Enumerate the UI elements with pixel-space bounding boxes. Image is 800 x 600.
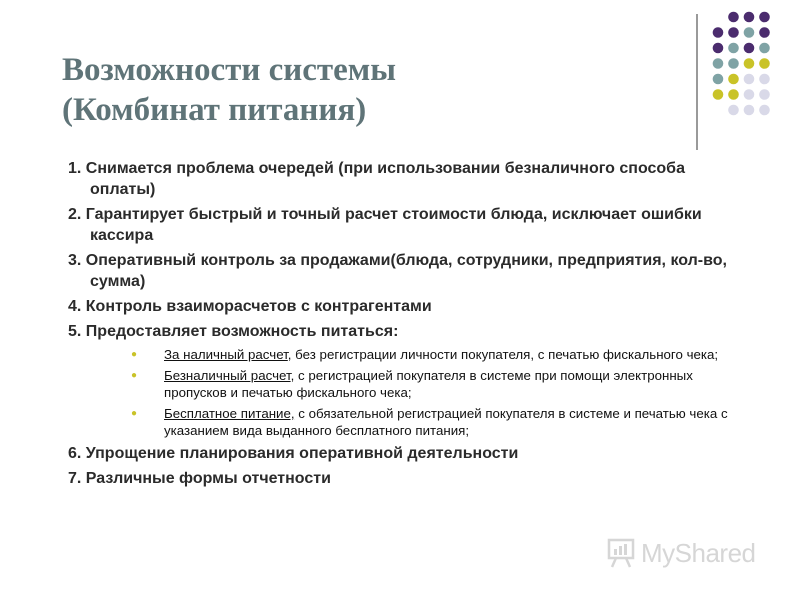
- decorative-dot: [728, 74, 739, 85]
- watermark-text: MyShared: [641, 537, 756, 568]
- watermark-logo: [607, 537, 756, 569]
- decorative-dot: [744, 58, 755, 69]
- bullet-icon: ●: [131, 349, 138, 360]
- decorative-dot: [728, 89, 739, 100]
- decorative-dot: [744, 12, 755, 23]
- point-1: 1. Снимается проблема очередей (при использовании безналичного способа оплаты): [68, 160, 685, 198]
- decorative-dot: [713, 58, 724, 69]
- payment-options-list: [68, 346, 728, 439]
- decorative-dot: [759, 74, 770, 85]
- decorative-dot: [713, 27, 724, 38]
- point-3: 3. Оперативный контроль за продажами(блюда, сотрудники, предприятия, кол-во, сумма): [68, 252, 727, 290]
- decorative-dot: [744, 89, 755, 100]
- decorative-dot: [744, 105, 755, 116]
- decorative-dot: [728, 105, 739, 116]
- sub-point-text: , без регистрации личности покупателя, с печатью фискального чека;: [287, 347, 719, 362]
- point-7: 7. Различные формы отчетности: [68, 470, 331, 487]
- bullet-icon: ●: [131, 408, 138, 419]
- decorative-dot: [759, 27, 770, 38]
- decorative-dot: [728, 27, 739, 38]
- sub-point-term: За наличный расчет: [164, 347, 288, 362]
- decorative-dot: [744, 43, 755, 54]
- sub-point-term: Безналичный расчет: [164, 368, 291, 383]
- point-5: 5. Предоставляет возможность питаться:: [68, 323, 399, 340]
- decorative-dot: [759, 58, 770, 69]
- list-item: [131, 405, 728, 439]
- decorative-dot: [728, 43, 739, 54]
- decorative-dot: [713, 89, 724, 100]
- decorative-dot: [713, 74, 724, 85]
- sub-point-term: Бесплатное питание,: [164, 406, 295, 421]
- slide-content: [68, 158, 728, 493]
- decorative-dot: [759, 12, 770, 23]
- list-item: [131, 367, 728, 401]
- point-4: 4. Контроль взаиморасчетов с контрагентами: [68, 298, 432, 315]
- decorative-dot: [744, 74, 755, 85]
- slide-title: [62, 50, 396, 130]
- decorative-dot: [728, 58, 739, 69]
- decorative-dot: [728, 12, 739, 23]
- decorative-dot: [759, 89, 770, 100]
- point-6: 6. Упрощение планирования оперативной деятельности: [68, 445, 519, 462]
- presentation-board-icon: [607, 537, 635, 569]
- decorative-divider: [696, 14, 698, 150]
- sub-point-text: с обязательной регистрацией покупателя в системе и печатью чека с указанием вида выданного бесплатного питания;: [164, 406, 728, 438]
- decorative-dot: [744, 27, 755, 38]
- decorative-dot: [759, 105, 770, 116]
- decorative-dot: [759, 43, 770, 54]
- point-2: 2. Гарантирует быстрый и точный расчет стоимости блюда, исключает ошибки кассира: [68, 206, 702, 244]
- title-line-2: (Комбинат питания): [62, 92, 367, 128]
- list-item: [131, 346, 728, 363]
- decorative-dot: [713, 43, 724, 54]
- title-line-1: Возможности системы: [62, 52, 396, 88]
- sub-point-text: , с регистрацией покупателя в системе при помощи электронных пропусков и печатью фискального чека;: [164, 368, 693, 400]
- bullet-icon: ●: [131, 370, 138, 381]
